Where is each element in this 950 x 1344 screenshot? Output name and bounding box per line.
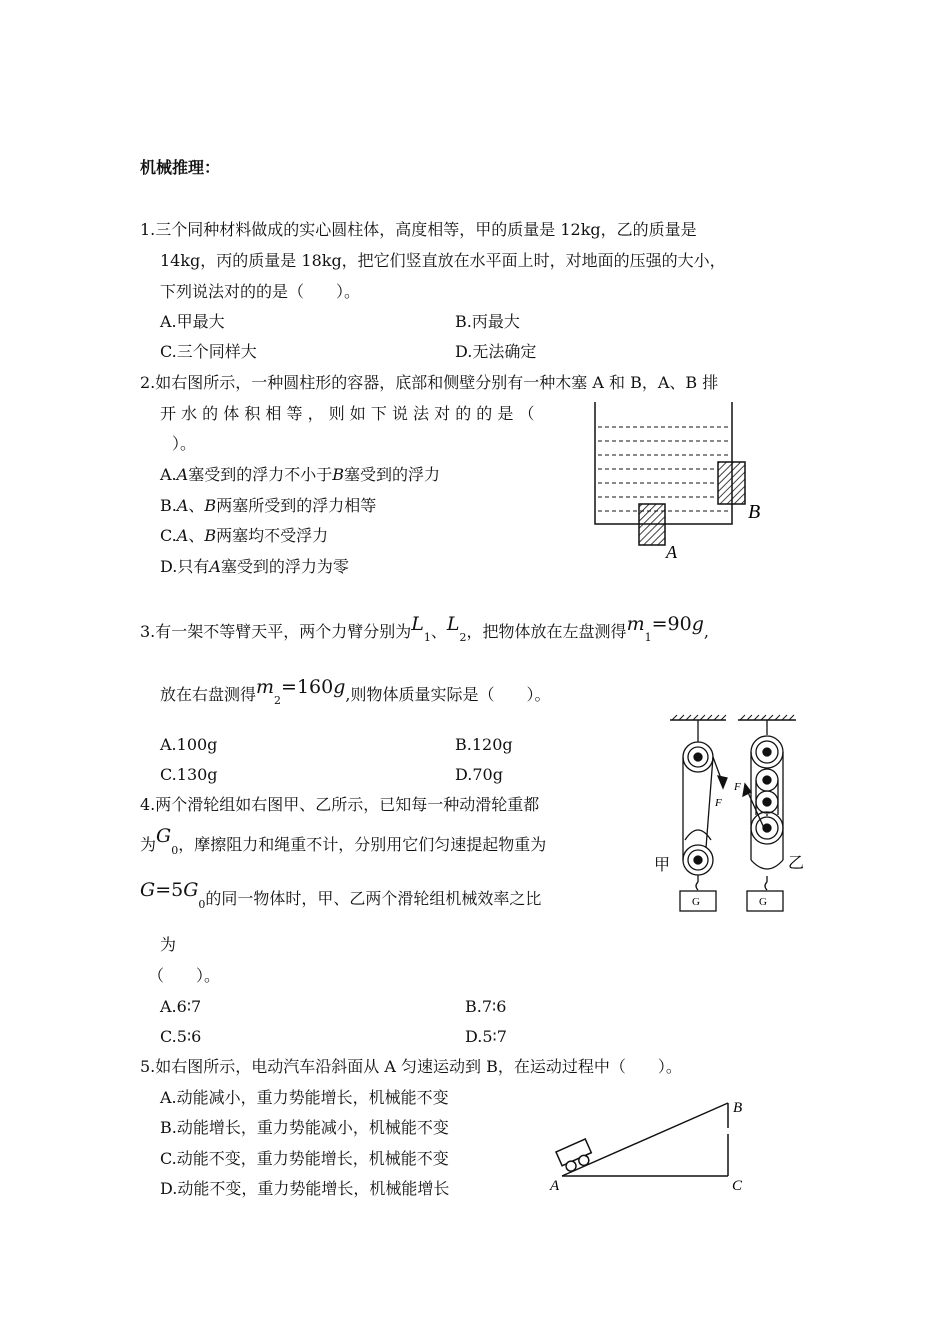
label-jia: 甲	[654, 857, 671, 874]
q4-option-b: B.7∶6	[465, 997, 507, 1016]
incline-figure	[540, 1090, 760, 1205]
weight-label-jia: G	[692, 896, 700, 908]
q4-stem-line1: 4.两个滑轮组如右图甲、乙所示，已知每一种动滑轮重都	[140, 795, 540, 814]
q2-option-b: B.A、B两塞所受到的浮力相等	[160, 496, 377, 515]
q4-stem-line3: $G=5G_0$的同一物体时，甲、乙两个滑轮组机械效率之比	[140, 879, 542, 912]
plug-a	[639, 504, 665, 545]
label-b: B	[748, 501, 761, 523]
force-label-yi: F	[734, 781, 741, 793]
car-icon	[556, 1139, 595, 1174]
q5-option-d: D.动能不变，重力势能增长，机械能增长	[160, 1179, 450, 1198]
q5-option-c: C.动能不变，重力势能增长，机械能不变	[160, 1149, 449, 1168]
q3-option-c: C.130g	[160, 765, 218, 784]
q3-option-b: B.120g	[455, 735, 513, 754]
plug-b	[718, 462, 745, 504]
q5-stem-line1: 5.如右图所示，电动汽车沿斜面从 A 匀速运动到 B，在运动过程中（ ）。	[140, 1057, 682, 1076]
label-a: A	[666, 542, 677, 562]
q4-option-c: C.5∶6	[160, 1027, 202, 1046]
pulley-system-jia	[670, 715, 727, 911]
q3-option-a: A.100g	[160, 735, 218, 754]
q4-option-a: A.6∶7	[160, 997, 202, 1016]
label-c: C	[732, 1178, 743, 1194]
q2-stem-line2: 开 水 的 体 积 相 等 ， 则 如 下 说 法 对 的 的 是 （	[160, 404, 535, 423]
label-yi: 乙	[788, 855, 805, 872]
q4-option-d: D.5∶7	[465, 1027, 507, 1046]
q1-stem-line3: 下列说法对的的是（ ）。	[160, 282, 361, 301]
q2-option-c: C.A、B两塞均不受浮力	[160, 526, 329, 545]
q3-stem-line2: 放在右盘测得$m_2=160g$,则物体质量实际是（ ）。	[160, 676, 551, 708]
q2-option-a: A.A塞受到的浮力不小于B塞受到的浮力	[160, 465, 440, 484]
q3-stem-line1: 3.有一架不等臂天平，两个力臂分别为$L_1$、$L_2$，把物体放在左盘测得$m_1=90g$,	[140, 613, 709, 645]
q1-stem-line1: 1.三个同种材料做成的实心圆柱体，高度相等，甲的质量是 12kg，乙的质量是	[140, 220, 697, 239]
pulley-figure	[650, 710, 820, 920]
force-label-jia: F	[715, 797, 722, 809]
q2-option-d: D.只有A塞受到的浮力为零	[160, 557, 349, 576]
q4-stem-line5: （ ）。	[148, 966, 221, 985]
q5-option-a: A.动能减小，重力势能增长，机械能不变	[160, 1088, 449, 1107]
q2-stem-line1: 2.如右图所示，一种圆柱形的容器，底部和侧壁分别有一种木塞 A 和 B，A、B 排	[140, 373, 719, 392]
container-figure	[590, 400, 780, 565]
q3-option-d: D.70g	[455, 765, 503, 784]
q1-option-c: C.三个同样大	[160, 342, 257, 361]
pulley-system-yi	[738, 715, 796, 911]
weight-label-yi: G	[759, 896, 767, 908]
q1-stem-line2: 14kg，丙的质量是 18kg，把它们竖直放在水平面上时，对地面的压强的大小，	[160, 251, 726, 270]
label-b: B	[733, 1100, 743, 1116]
q4-stem-line2: 为$G_0$，摩擦阻力和绳重不计，分别用它们匀速提起物重为	[140, 825, 547, 858]
q4-stem-line4: 为	[160, 935, 177, 954]
q1-option-d: D.无法确定	[455, 342, 537, 361]
q1-option-b: B.丙最大	[455, 312, 520, 331]
q1-option-a: A.甲最大	[160, 312, 225, 331]
q2-stem-line3: ）。	[172, 434, 197, 453]
label-a: A	[550, 1178, 560, 1194]
q5-option-b: B.动能增长，重力势能减小，机械能不变	[160, 1118, 449, 1137]
page-title: 机械推理：	[140, 158, 221, 177]
